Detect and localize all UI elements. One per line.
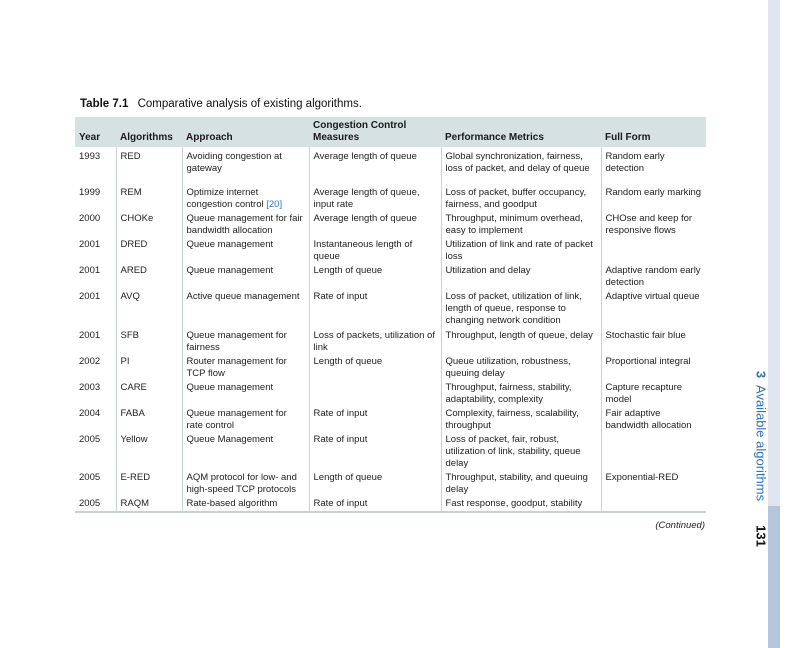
cell-metrics-text: Loss of packet, fair, robust, utilization of link, stability, queue delay bbox=[445, 434, 581, 469]
cell-full-form-text: Adaptive random early detection bbox=[605, 265, 701, 288]
cell-algorithm-text: REM bbox=[120, 187, 142, 198]
cell-approach bbox=[182, 355, 309, 381]
cell-year bbox=[75, 212, 116, 238]
cell-full-form bbox=[601, 290, 706, 329]
cell-algorithm-text: CARE bbox=[120, 382, 147, 393]
cell-measures bbox=[309, 329, 441, 355]
cell-full-form bbox=[601, 355, 706, 381]
cell-algorithm bbox=[116, 407, 182, 433]
cell-metrics bbox=[441, 407, 601, 433]
cell-metrics bbox=[441, 147, 601, 186]
cell-year bbox=[75, 264, 116, 290]
cell-approach-text: Queue management bbox=[186, 239, 274, 250]
table-row bbox=[75, 497, 706, 512]
cell-full-form bbox=[601, 381, 706, 407]
cell-approach-text: Queue management for fair bandwidth allocation bbox=[186, 213, 303, 236]
cell-approach-text: AQM protocol for low- and high-speed TCP protocols bbox=[186, 472, 297, 495]
cell-algorithm-text: PI bbox=[120, 356, 130, 367]
cell-measures bbox=[309, 433, 441, 471]
cell-measures-text: Loss of packets, utilization of link bbox=[313, 330, 435, 353]
table-row bbox=[75, 264, 706, 290]
cell-metrics bbox=[441, 238, 601, 264]
cell-metrics-text: Queue utilization, robustness, queuing delay bbox=[445, 356, 571, 379]
cell-metrics-text: Throughput, stability, and queuing delay bbox=[445, 472, 588, 495]
col-header-full-form: Full Form bbox=[601, 117, 706, 147]
cell-metrics-text: Throughput, minimum overhead, easy to implement bbox=[445, 213, 583, 236]
cell-full-form bbox=[601, 238, 706, 264]
cell-algorithm bbox=[116, 212, 182, 238]
col-header-measures: Congestion Control Measures bbox=[309, 117, 441, 147]
cell-year bbox=[75, 355, 116, 381]
cell-year-text: 2001 bbox=[79, 291, 101, 302]
cell-metrics bbox=[441, 433, 601, 471]
table-row bbox=[75, 355, 706, 381]
cell-approach-text: Queue Management bbox=[186, 434, 274, 445]
cell-year bbox=[75, 407, 116, 433]
cell-algorithm-text: AVQ bbox=[120, 291, 140, 302]
cell-algorithm bbox=[116, 290, 182, 329]
cell-algorithm bbox=[116, 147, 182, 186]
side-tab-highlight bbox=[768, 506, 780, 648]
cell-approach-text: Queue management bbox=[186, 382, 274, 393]
cell-measures bbox=[309, 238, 441, 264]
cell-approach-text: Rate-based algorithm bbox=[186, 498, 278, 509]
cell-metrics bbox=[441, 355, 601, 381]
cell-year-text: 2005 bbox=[79, 472, 101, 483]
table-row bbox=[75, 381, 706, 407]
cell-algorithm bbox=[116, 186, 182, 212]
cell-metrics-text: Throughput, length of queue, delay bbox=[445, 330, 593, 341]
cell-approach-text: Queue management bbox=[186, 265, 274, 276]
col-header-algorithms: Algorithms bbox=[116, 117, 182, 147]
cell-approach-text: Queue management for rate control bbox=[186, 408, 287, 431]
cell-year-text: 2005 bbox=[79, 498, 101, 509]
cell-measures-text: Rate of input bbox=[313, 408, 368, 419]
cell-full-form bbox=[601, 497, 706, 512]
running-head bbox=[754, 371, 769, 501]
cell-approach-text: Queue management for fairness bbox=[186, 330, 287, 353]
cell-measures-text: Length of queue bbox=[313, 265, 383, 276]
cell-algorithm-text: ARED bbox=[120, 265, 147, 276]
comparison-table bbox=[75, 117, 706, 513]
cell-full-form bbox=[601, 147, 706, 186]
col-header-metrics: Performance Metrics bbox=[441, 117, 601, 147]
cell-algorithm-text: SFB bbox=[120, 330, 139, 341]
cell-metrics bbox=[441, 264, 601, 290]
cell-full-form bbox=[601, 407, 706, 433]
cell-metrics-text: Utilization and delay bbox=[445, 265, 531, 276]
cell-measures-text: Rate of input bbox=[313, 498, 368, 509]
cell-full-form-text: Fair adaptive bandwidth allocation bbox=[605, 408, 692, 431]
cell-measures-text: Rate of input bbox=[313, 434, 368, 445]
cell-approach-text: Avoiding congestion at gateway bbox=[186, 151, 282, 174]
cell-year-text: 2004 bbox=[79, 408, 101, 419]
citation-link[interactable]: [20] bbox=[266, 199, 283, 210]
cell-approach-text: Router management for TCP flow bbox=[186, 356, 287, 379]
cell-full-form-text: Exponential-RED bbox=[605, 472, 679, 483]
cell-full-form-text: Random early marking bbox=[605, 187, 702, 198]
cell-measures bbox=[309, 497, 441, 512]
cell-full-form bbox=[601, 186, 706, 212]
cell-approach-text: Optimize internet congestion control bbox=[186, 187, 264, 210]
cell-measures bbox=[309, 186, 441, 212]
cell-approach-text: Active queue management bbox=[186, 291, 300, 302]
cell-algorithm bbox=[116, 355, 182, 381]
table-row bbox=[75, 433, 706, 471]
cell-year-text: 2005 bbox=[79, 434, 101, 445]
cell-metrics bbox=[441, 471, 601, 497]
cell-measures-text: Rate of input bbox=[313, 291, 368, 302]
cell-approach bbox=[182, 329, 309, 355]
table-row bbox=[75, 290, 706, 329]
cell-metrics bbox=[441, 290, 601, 329]
table-row bbox=[75, 186, 706, 212]
cell-algorithm-text: RED bbox=[120, 151, 141, 162]
cell-algorithm bbox=[116, 433, 182, 471]
cell-approach bbox=[182, 497, 309, 512]
cell-measures bbox=[309, 355, 441, 381]
cell-full-form bbox=[601, 329, 706, 355]
page-number: 131 bbox=[753, 525, 769, 547]
cell-approach bbox=[182, 264, 309, 290]
cell-full-form-text: Proportional integral bbox=[605, 356, 691, 367]
col-header-approach: Approach bbox=[182, 117, 309, 147]
cell-year bbox=[75, 290, 116, 329]
cell-measures-text: Average length of queue bbox=[313, 151, 417, 162]
cell-year bbox=[75, 147, 116, 186]
cell-full-form-text: Adaptive virtual queue bbox=[605, 291, 700, 302]
cell-measures bbox=[309, 471, 441, 497]
cell-measures bbox=[309, 381, 441, 407]
cell-measures-text: Average length of queue bbox=[313, 213, 417, 224]
cell-algorithm bbox=[116, 471, 182, 497]
table-row bbox=[75, 471, 706, 497]
cell-year bbox=[75, 433, 116, 471]
cell-measures bbox=[309, 407, 441, 433]
cell-algorithm-text: RAQM bbox=[120, 498, 149, 509]
cell-year-text: 2001 bbox=[79, 265, 101, 276]
cell-full-form bbox=[601, 433, 706, 471]
cell-metrics bbox=[441, 497, 601, 512]
table-row bbox=[75, 238, 706, 264]
cell-approach bbox=[182, 290, 309, 329]
table-row bbox=[75, 147, 706, 186]
cell-metrics-text: Loss of packet, buffer occupancy, fairness, and goodput bbox=[445, 187, 587, 210]
cell-full-form bbox=[601, 264, 706, 290]
cell-metrics bbox=[441, 212, 601, 238]
cell-approach bbox=[182, 471, 309, 497]
cell-metrics bbox=[441, 381, 601, 407]
cell-metrics bbox=[441, 329, 601, 355]
cell-approach bbox=[182, 186, 309, 212]
cell-algorithm-text: DRED bbox=[120, 239, 148, 250]
table-row bbox=[75, 212, 706, 238]
cell-year bbox=[75, 186, 116, 212]
cell-year bbox=[75, 497, 116, 512]
table-body bbox=[75, 147, 706, 512]
cell-metrics-text: Loss of packet, utilization of link, length of queue, response to changing network condition bbox=[445, 291, 582, 326]
cell-algorithm bbox=[116, 264, 182, 290]
cell-year-text: 2001 bbox=[79, 239, 101, 250]
cell-full-form-text: Random early detection bbox=[605, 151, 665, 174]
cell-year-text: 2001 bbox=[79, 330, 101, 341]
cell-measures-text: Length of queue bbox=[313, 472, 383, 483]
cell-approach bbox=[182, 433, 309, 471]
table-caption bbox=[80, 98, 362, 110]
cell-algorithm-text: CHOKe bbox=[120, 213, 154, 224]
chapter-title: Available algorithms bbox=[753, 385, 769, 502]
cell-approach bbox=[182, 238, 309, 264]
cell-full-form-text: CHOse and keep for responsive flows bbox=[605, 213, 693, 236]
cell-year bbox=[75, 381, 116, 407]
cell-approach bbox=[182, 147, 309, 186]
cell-approach bbox=[182, 407, 309, 433]
cell-measures bbox=[309, 264, 441, 290]
cell-measures-text: Average length of queue, input rate bbox=[313, 187, 420, 210]
cell-full-form bbox=[601, 212, 706, 238]
chapter-number: 3 bbox=[753, 370, 769, 379]
cell-approach bbox=[182, 212, 309, 238]
cell-year bbox=[75, 238, 116, 264]
cell-metrics-text: Complexity, fairness, scalability, throughput bbox=[445, 408, 579, 431]
cell-year-text: 1999 bbox=[79, 187, 101, 198]
cell-year bbox=[75, 329, 116, 355]
cell-measures bbox=[309, 290, 441, 329]
cell-algorithm bbox=[116, 381, 182, 407]
table-label: Table 7.1 bbox=[80, 98, 129, 110]
table-row bbox=[75, 329, 706, 355]
cell-full-form bbox=[601, 471, 706, 497]
cell-measures-text: Instantaneous length of queue bbox=[313, 239, 413, 262]
table-header-row bbox=[75, 117, 706, 147]
cell-year bbox=[75, 471, 116, 497]
cell-measures bbox=[309, 212, 441, 238]
col-header-year: Year bbox=[75, 117, 116, 147]
cell-full-form-text: Stochastic fair blue bbox=[605, 330, 686, 341]
cell-metrics-text: Fast response, goodput, stability bbox=[445, 498, 583, 509]
cell-algorithm bbox=[116, 238, 182, 264]
cell-year-text: 2003 bbox=[79, 382, 101, 393]
cell-algorithm-text: Yellow bbox=[120, 434, 148, 445]
table-row bbox=[75, 407, 706, 433]
cell-measures bbox=[309, 147, 441, 186]
cell-year-text: 2002 bbox=[79, 356, 101, 367]
cell-measures-text: Length of queue bbox=[313, 356, 383, 367]
cell-full-form-text: Capture recapture model bbox=[605, 382, 683, 405]
cell-metrics bbox=[441, 186, 601, 212]
cell-year-text: 1993 bbox=[79, 151, 101, 162]
cell-metrics-text: Utilization of link and rate of packet loss bbox=[445, 239, 593, 262]
cell-algorithm bbox=[116, 329, 182, 355]
cell-metrics-text: Global synchronization, fairness, loss of packet, and delay of queue bbox=[445, 151, 590, 174]
cell-metrics-text: Throughput, fairness, stability, adaptability, complexity bbox=[445, 382, 572, 405]
cell-algorithm-text: FABA bbox=[120, 408, 145, 419]
cell-approach bbox=[182, 381, 309, 407]
table-title: Comparative analysis of existing algorithms. bbox=[137, 98, 362, 110]
cell-algorithm bbox=[116, 497, 182, 512]
cell-year-text: 2000 bbox=[79, 213, 101, 224]
cell-algorithm-text: E-RED bbox=[120, 472, 151, 483]
continued-note: (Continued) bbox=[655, 520, 705, 531]
